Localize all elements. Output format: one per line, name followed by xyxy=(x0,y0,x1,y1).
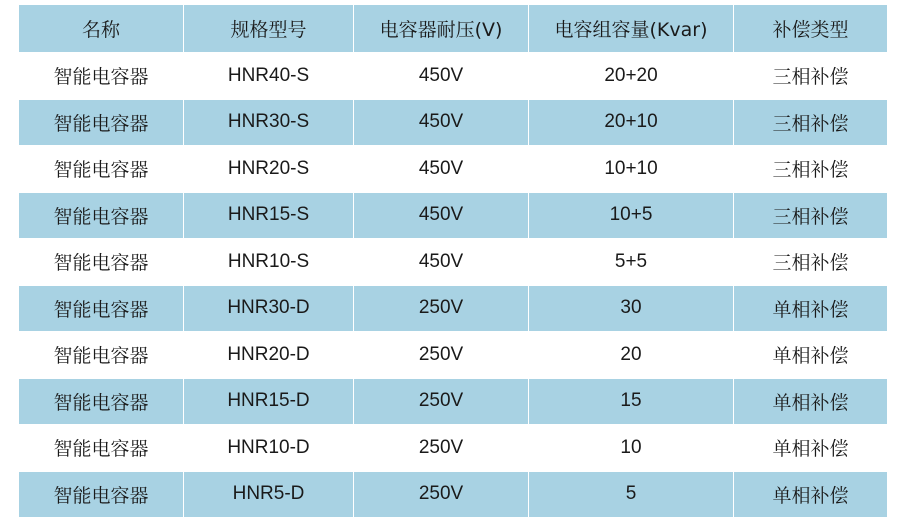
cell-model: HNR15-D xyxy=(184,378,354,425)
cell-capacity: 30 xyxy=(529,285,734,332)
cell-compensation-type: 单相补偿 xyxy=(734,332,888,379)
cell-name: 智能电容器 xyxy=(19,471,184,518)
cell-name: 智能电容器 xyxy=(19,285,184,332)
cell-name: 智能电容器 xyxy=(19,332,184,379)
cell-compensation-type: 单相补偿 xyxy=(734,425,888,472)
cell-name: 智能电容器 xyxy=(19,146,184,193)
table-header xyxy=(19,5,888,53)
table-row xyxy=(19,378,888,425)
cell-capacity: 5+5 xyxy=(529,239,734,286)
column-header-name: 名称 xyxy=(19,5,184,53)
cell-capacity: 10+5 xyxy=(529,192,734,239)
cell-model: HNR30-S xyxy=(184,99,354,146)
column-header-model: 规格型号 xyxy=(184,5,354,53)
cell-model: HNR40-S xyxy=(184,53,354,100)
cell-model: HNR30-D xyxy=(184,285,354,332)
specification-table xyxy=(18,4,888,518)
cell-capacity: 5 xyxy=(529,471,734,518)
table-row xyxy=(19,99,888,146)
table-header-row xyxy=(19,5,888,53)
cell-model: HNR10-S xyxy=(184,239,354,286)
table-row xyxy=(19,471,888,518)
table-row xyxy=(19,239,888,286)
cell-capacity: 15 xyxy=(529,378,734,425)
cell-capacity: 20 xyxy=(529,332,734,379)
table-row xyxy=(19,53,888,100)
cell-name: 智能电容器 xyxy=(19,378,184,425)
cell-voltage: 450V xyxy=(354,239,529,286)
cell-voltage: 250V xyxy=(354,378,529,425)
cell-name: 智能电容器 xyxy=(19,425,184,472)
cell-name: 智能电容器 xyxy=(19,53,184,100)
cell-compensation-type: 三相补偿 xyxy=(734,53,888,100)
cell-voltage: 450V xyxy=(354,53,529,100)
cell-compensation-type: 三相补偿 xyxy=(734,239,888,286)
table-row xyxy=(19,425,888,472)
cell-compensation-type: 单相补偿 xyxy=(734,285,888,332)
cell-compensation-type: 三相补偿 xyxy=(734,192,888,239)
cell-voltage: 250V xyxy=(354,285,529,332)
cell-name: 智能电容器 xyxy=(19,239,184,286)
cell-voltage: 250V xyxy=(354,471,529,518)
cell-compensation-type: 三相补偿 xyxy=(734,99,888,146)
cell-name: 智能电容器 xyxy=(19,99,184,146)
column-header-voltage: 电容器耐压(V) xyxy=(354,5,529,53)
cell-capacity: 20+10 xyxy=(529,99,734,146)
cell-voltage: 450V xyxy=(354,146,529,193)
cell-voltage: 250V xyxy=(354,425,529,472)
cell-voltage: 450V xyxy=(354,99,529,146)
cell-model: HNR15-S xyxy=(184,192,354,239)
cell-capacity: 10 xyxy=(529,425,734,472)
cell-capacity: 10+10 xyxy=(529,146,734,193)
cell-model: HNR5-D xyxy=(184,471,354,518)
table-row xyxy=(19,192,888,239)
cell-capacity: 20+20 xyxy=(529,53,734,100)
cell-compensation-type: 单相补偿 xyxy=(734,471,888,518)
column-header-compensation-type: 补偿类型 xyxy=(734,5,888,53)
table-row xyxy=(19,146,888,193)
cell-model: HNR20-D xyxy=(184,332,354,379)
table-row xyxy=(19,285,888,332)
cell-name: 智能电容器 xyxy=(19,192,184,239)
cell-voltage: 450V xyxy=(354,192,529,239)
table-row xyxy=(19,332,888,379)
table-body xyxy=(19,53,888,518)
cell-model: HNR20-S xyxy=(184,146,354,193)
cell-compensation-type: 单相补偿 xyxy=(734,378,888,425)
cell-model: HNR10-D xyxy=(184,425,354,472)
column-header-capacity: 电容组容量(Kvar) xyxy=(529,5,734,53)
cell-compensation-type: 三相补偿 xyxy=(734,146,888,193)
cell-voltage: 250V xyxy=(354,332,529,379)
